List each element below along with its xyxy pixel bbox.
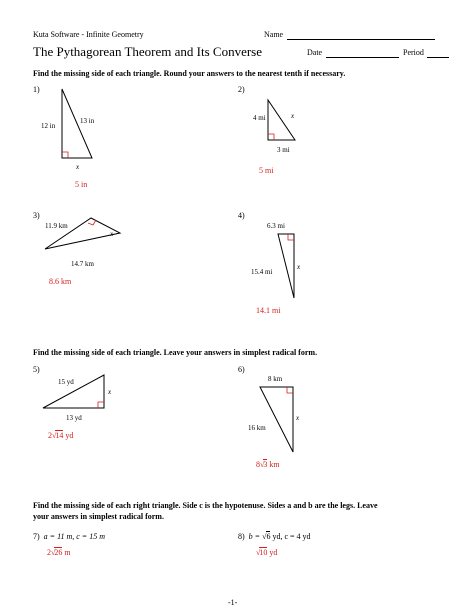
answer-4: 14.1 mi	[256, 306, 281, 315]
answer-8: √10 yd	[256, 548, 278, 557]
period-blank[interactable]	[427, 57, 449, 58]
triangle-3-leg-label: 11.9 km	[45, 222, 68, 230]
triangle-6-hyp-label: 16 km	[248, 424, 266, 432]
triangle-1	[30, 80, 120, 170]
triangle-4-x-label: x	[297, 263, 301, 271]
triangle-2-x-label: x	[291, 112, 295, 120]
triangle-3-x-label: x	[110, 230, 114, 238]
answer-3: 8.6 km	[49, 277, 72, 286]
triangle-2-base-label: 3 mi	[277, 146, 290, 154]
answer-7: 2√26 m	[47, 548, 71, 557]
triangle-2-leg-label: 4 mi	[253, 114, 266, 122]
publisher-line: Kuta Software - Infinite Geometry	[33, 30, 144, 39]
page-number: -1-	[228, 598, 238, 607]
date-blank[interactable]	[326, 57, 399, 58]
triangle-5-base-label: 13 yd	[66, 414, 82, 422]
triangle-3	[30, 212, 130, 272]
answer-2: 5 mi	[259, 166, 274, 175]
problem-5-number: 5)	[33, 365, 40, 374]
section-3-instructions-line1: Find the missing side of each right triangle. Side c is the hypotenuse. Sides a and b are the legs. Leave	[33, 501, 378, 510]
triangle-4	[248, 214, 318, 304]
name-label: Name	[264, 30, 284, 39]
answer-5: 2√14 yd	[48, 431, 74, 440]
triangle-6-top-label: 8 km	[268, 375, 283, 383]
problem-8: 8) b = √6 yd, c = 4 yd	[238, 532, 311, 541]
section-2-instructions: Find the missing side of each triangle. Leave your answers in simplest radical form.	[33, 348, 318, 357]
triangle-6	[248, 370, 318, 460]
section-1-instructions: Find the missing side of each triangle. Round your answers to the nearest tenth if necessary.	[33, 69, 346, 78]
answer-6: 8√3 km	[256, 460, 280, 469]
problem-7: 7) a = 11 m, c = 15 m	[33, 532, 105, 541]
triangle-5	[36, 370, 126, 430]
problem-1-number: 1)	[33, 85, 40, 94]
problem-6-number: 6)	[238, 365, 245, 374]
triangle-4-hyp-label: 15.4 mi	[251, 268, 273, 276]
problem-4-number: 4)	[238, 211, 245, 220]
page-title: The Pythagorean Theorem and Its Converse	[33, 44, 262, 59]
problem-3-number: 3)	[33, 211, 40, 220]
triangle-1-hyp-label: 13 in	[80, 117, 95, 125]
answer-1: 5 in	[75, 180, 88, 189]
period-label: Period	[403, 48, 424, 57]
triangle-3-hyp-label: 14.7 km	[71, 260, 94, 268]
triangle-5-x-label: x	[108, 388, 112, 396]
triangle-1-x-label: x	[76, 163, 80, 171]
name-blank[interactable]	[287, 39, 435, 40]
problem-2-number: 2)	[238, 85, 245, 94]
triangle-5-hyp-label: 15 yd	[58, 378, 74, 386]
section-3-instructions-line2: your answers in simplest radical form.	[33, 512, 164, 521]
date-label: Date	[307, 48, 323, 57]
triangle-1-leg-label: 12 in	[41, 122, 56, 130]
triangle-6-x-label: x	[296, 414, 300, 422]
triangle-4-top-label: 6.3 mi	[267, 222, 285, 230]
triangle-2	[248, 96, 318, 166]
